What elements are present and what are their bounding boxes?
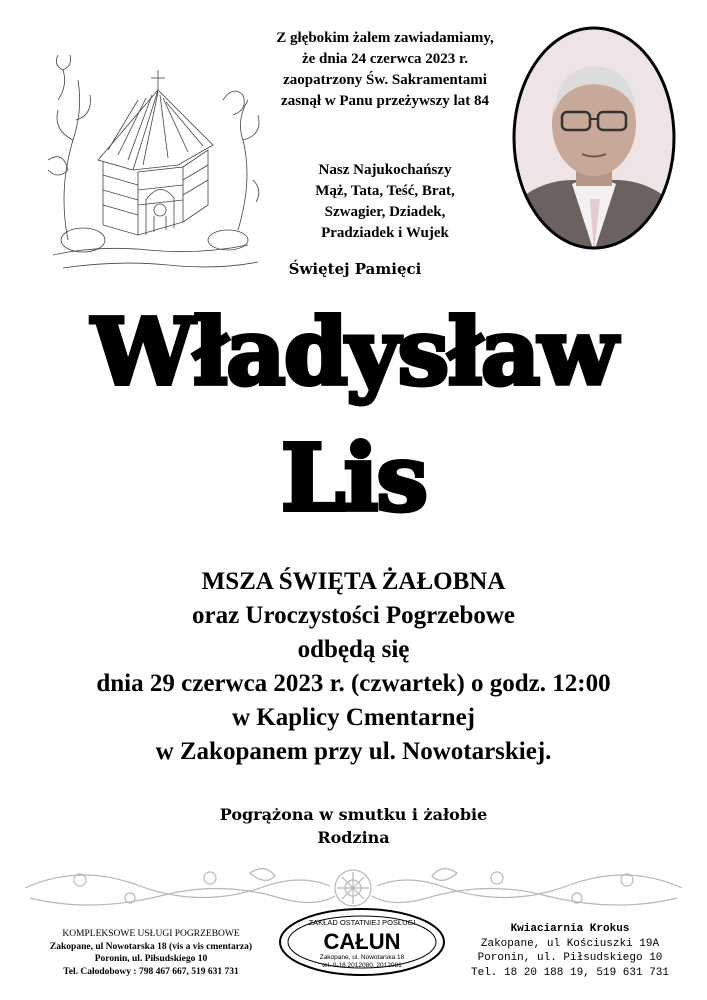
- florist-phone: Tel. 18 20 188 19, 519 631 731: [470, 966, 670, 979]
- funeral-services-ad: [15, 928, 287, 978]
- deceased-first-name: Władysław: [91, 298, 616, 406]
- chapel-sketch-illustration: [38, 40, 268, 275]
- florist-address: Poronin, ul. Piłsudskiego 10: [477, 952, 663, 964]
- funeral-services-title: KOMPLEKSOWE USŁUGI POGRZEBOWE: [62, 929, 240, 939]
- ceremony-line: w Zakopanem przy ul. Nowotarskiej.: [155, 738, 552, 765]
- intro-line: że dnia 24 czerwca 2023 r.: [301, 51, 469, 67]
- ceremony-line: odbędą się: [297, 636, 410, 663]
- family-relations: [270, 160, 500, 244]
- logo-brand: CAŁUN: [323, 929, 401, 954]
- florist-ad: [445, 922, 695, 980]
- portrait-photo: [510, 24, 678, 252]
- deceased-last-name: Lis: [280, 424, 427, 532]
- ceremony-line: oraz Uroczystości Pogrzebowe: [191, 602, 516, 629]
- intro-line: zaopatrzony Św. Sakramentami: [283, 72, 487, 88]
- calun-logo: [277, 906, 447, 978]
- funeral-services-phone: Tel. Całodobowy : 798 467 667, 519 631 731: [63, 966, 239, 977]
- ceremony-line: dnia 29 czerwca 2023 r. (czwartek) o godz. 12:00: [96, 670, 611, 697]
- relations-line: Pradziadek i Wujek: [321, 225, 449, 241]
- funeral-services-address: Poronin, ul. Piłsudskiego 10: [94, 954, 208, 964]
- relations-line: Mąż, Tata, Teść, Brat,: [315, 183, 455, 199]
- intro-line: zasnął w Panu przeżywszy lat 84: [281, 93, 489, 109]
- ceremony-line: MSZA ŚWIĘTA ŻAŁOBNA: [201, 568, 506, 595]
- funeral-services-address: Zakopane, ul Nowotarska 18 (vis a vis cmentarza): [49, 941, 253, 952]
- death-notice-intro: [240, 28, 530, 112]
- ceremony-details: [0, 565, 707, 769]
- ceremony-line: w Kaplicy Cmentarnej: [231, 704, 476, 731]
- logo-address: Zakopane, ul. Nowotarska 18: [319, 954, 405, 961]
- florist-address: Zakopane, ul Kościuszki 19A: [480, 937, 660, 950]
- family-signature: [0, 803, 707, 849]
- memory-label: Świętej Pamięci: [288, 260, 422, 278]
- logo-top-text: ZAKŁAD OSTATNIEJ POSŁUGI: [308, 918, 416, 927]
- signature-line: Pogrążona w smutku i żałobie: [219, 805, 488, 824]
- relations-line: Nasz Najukochańszy: [318, 162, 452, 178]
- logo-phone: tel. 0-18 2012080, 2012081: [322, 962, 402, 969]
- signature-line: Rodzina: [317, 828, 390, 847]
- intro-line: Z głębokim żalem zawiadamiamy,: [276, 30, 494, 46]
- relations-line: Szwagier, Dziadek,: [324, 204, 446, 220]
- florist-title: Kwiaciarnia Krokus: [510, 923, 630, 935]
